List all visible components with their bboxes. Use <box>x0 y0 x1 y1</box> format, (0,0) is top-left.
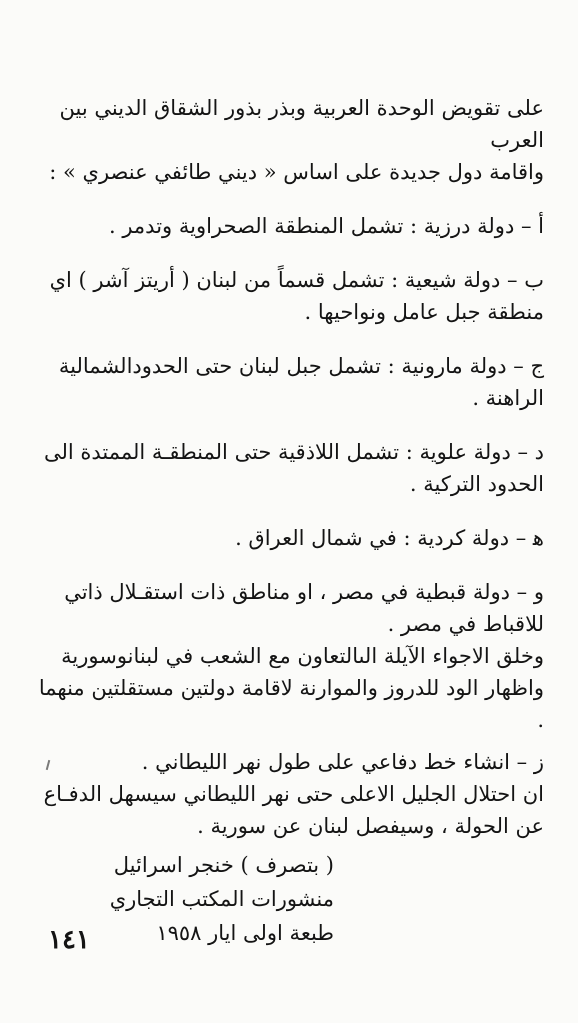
item-b-line-2: منطقة جبل عامل ونواحيها . <box>304 300 544 324</box>
conclusion-line-2: عن الحولة ، وسيفصل لبنان عن سورية . <box>197 814 544 838</box>
intro-line-1: على تقويض الوحدة العربية وبذر بذور الشقاق الديني بين العرب <box>59 96 544 152</box>
item-h: ﻫ – دولة كردية : في شمال العراق . <box>235 526 544 550</box>
item-z: ز – انشاء خط دفاعي على طول نهر الليطاني . <box>141 750 544 774</box>
item-d-line-1: د – دولة علوية : تشمل اللاذقية حتى المنطقـة الممتدة الى <box>43 440 544 464</box>
citation-publisher: منشورات المكتب التجاري <box>109 887 334 911</box>
item-j-line-1: ج – دولة مارونية : تشمل جبل لبنان حتى الحدودالشمالية <box>58 354 544 378</box>
page-number: ١٤١ <box>48 925 90 955</box>
citation-edition: طبعة اولى ايار ١٩٥٨ <box>156 921 334 945</box>
conclusion-line-1: ان احتلال الجليل الاعلى حتى نهر الليطاني سيسهل الدفـاع <box>43 782 544 806</box>
para-line-2: واظهار الود للدروز والموارنة لاقامة دولتين مستقلتين منهما . <box>38 676 544 732</box>
intro-line-2: واقامة دول جديدة على اساس « ديني طائفي عنصري » : <box>49 160 544 184</box>
citation-title: ( بتصرف ) خنجر اسرائيل <box>113 853 334 877</box>
item-a: أ – دولة درزية : تشمل المنطقة الصحراوية وتدمر . <box>108 214 544 238</box>
para-line-1: وخلق الاجواء الآيلة الىالتعاون مع الشعب في لبنانوسورية <box>61 644 544 668</box>
item-b-line-1: ب – دولة شيعية : تشمل قسماً من لبنان ( أريتز آشر ) اي <box>49 268 544 292</box>
page-body <box>30 92 544 950</box>
item-w-line-2: للاقباط في مصر . <box>387 612 544 636</box>
item-j-line-2: الراهنة . <box>472 386 544 410</box>
item-w-line-1: و – دولة قبطية في مصر ، او مناطق ذات استقـلال ذاتي <box>64 580 544 604</box>
item-d-line-2: الحدود التركية . <box>409 472 544 496</box>
